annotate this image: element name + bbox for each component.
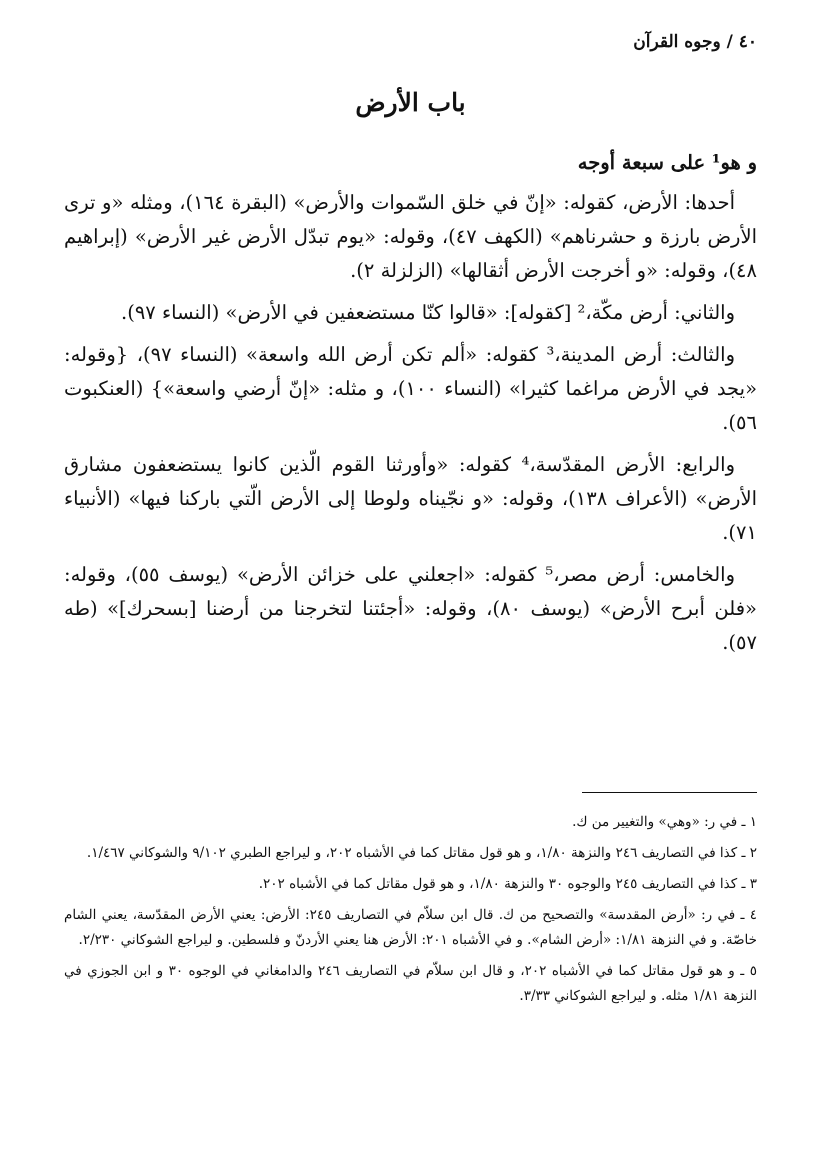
- footnote-5: ٥ ـ و هو قول مقاتل كما في الأشباه ٢٠٢، و قال ابن سلاّم في التصاريف ٢٤٦ والدامغاني في الوجوه ٣٠ و ابن الجوزي في النزهة ١/٨١ مثله. و ليراجع الشوكاني ٣/٣٣.: [64, 963, 757, 1004]
- footnote-4: ٤ ـ في ر: «أرض المقدسة» والتصحيح من ك. قال ابن سلاّم في التصاريف ٢٤٥: الأرض: يعني الأرض المقدّسة، يعني الشام خاصّة. و في النزهة ١/٨١: «أرض الشام». و في الأشباه ٢٠١: الأرض هنا يعني الأردنّ و فلسطين. و ليراجع الشوكاني ٢/٢٣٠.: [64, 907, 757, 948]
- chapter-title: باب الأرض: [355, 88, 466, 117]
- sense-paragraph-3: والثالث: أرض المدينة،³ كقوله: «ألم تكن أرض الله واسعة» (النساء ٩٧)، {وقوله: «يجد في الأرض مراغما كثيرا» (النساء ١٠٠)، و مثله: «إنّ أرضي واسعة»} (العنكبوت ٥٦).: [64, 343, 757, 434]
- sense-paragraph-2: والثاني: أرض مكّة،² [كقوله]: «قالوا كنّا مستضعفين في الأرض» (النساء ٩٧).: [121, 301, 735, 324]
- book-page: [64, 28, 757, 1138]
- intro-line: و هو¹ على سبعة أوجه: [577, 151, 757, 174]
- footnote-1: ١ ـ في ر: «وهي» والتغيير من ك.: [572, 814, 757, 830]
- footnote-divider: [582, 792, 757, 793]
- footnotes: [64, 810, 757, 1015]
- sense-paragraph-4: والرابع: الأرض المقدّسة،⁴ كقوله: «وأورثنا القوم الّذين كانوا يستضعفون مشارق الأرض» (الأعراف ١٣٨)، وقوله: «و نجّيناه ولوطا إلى الأرض الّتي باركنا فيها» (الأنبياء ٧١).: [64, 453, 758, 544]
- sense-paragraph-5: والخامس: أرض مصر،⁵ كقوله: «اجعلني على خزائن الأرض» (يوسف ٥٥)، وقوله: «فلن أبرح الأرض» (يوسف ٨٠)، وقوله: «أجئتنا لتخرجنا من أرضنا [بسحرك]» (طه ٥٧).: [64, 563, 757, 654]
- footnote-3: ٣ ـ كذا في التصاريف ٢٤٥ والوجوه ٣٠ والنزهة ١/٨٠، و هو قول مقاتل كما في الأشباه ٢٠٢.: [258, 876, 757, 892]
- sense-paragraph-1: أحدها: الأرض، كقوله: «إنّ في خلق السّموات والأرض» (البقرة ١٦٤)، ومثله «و ترى الأرض بارزة و حشرناهم» (الكهف ٤٧)، وقوله: «يوم تبدّل الأرض غير الأرض» (إبراهيم ٤٨)، وقوله: «و أخرجت الأرض أثقالها» (الزلزلة ٢).: [64, 191, 757, 282]
- running-head: ٤٠ / وجوه القرآن: [633, 32, 757, 52]
- main-text: [64, 146, 757, 668]
- footnote-2: ٢ ـ كذا في التصاريف ٢٤٦ والنزهة ١/٨٠، و هو قول مقاتل كما في الأشباه ٢٠٢، و ليراجع الطبري ٩/١٠٢ والشوكاني ١/٤٦٧.: [86, 845, 757, 861]
